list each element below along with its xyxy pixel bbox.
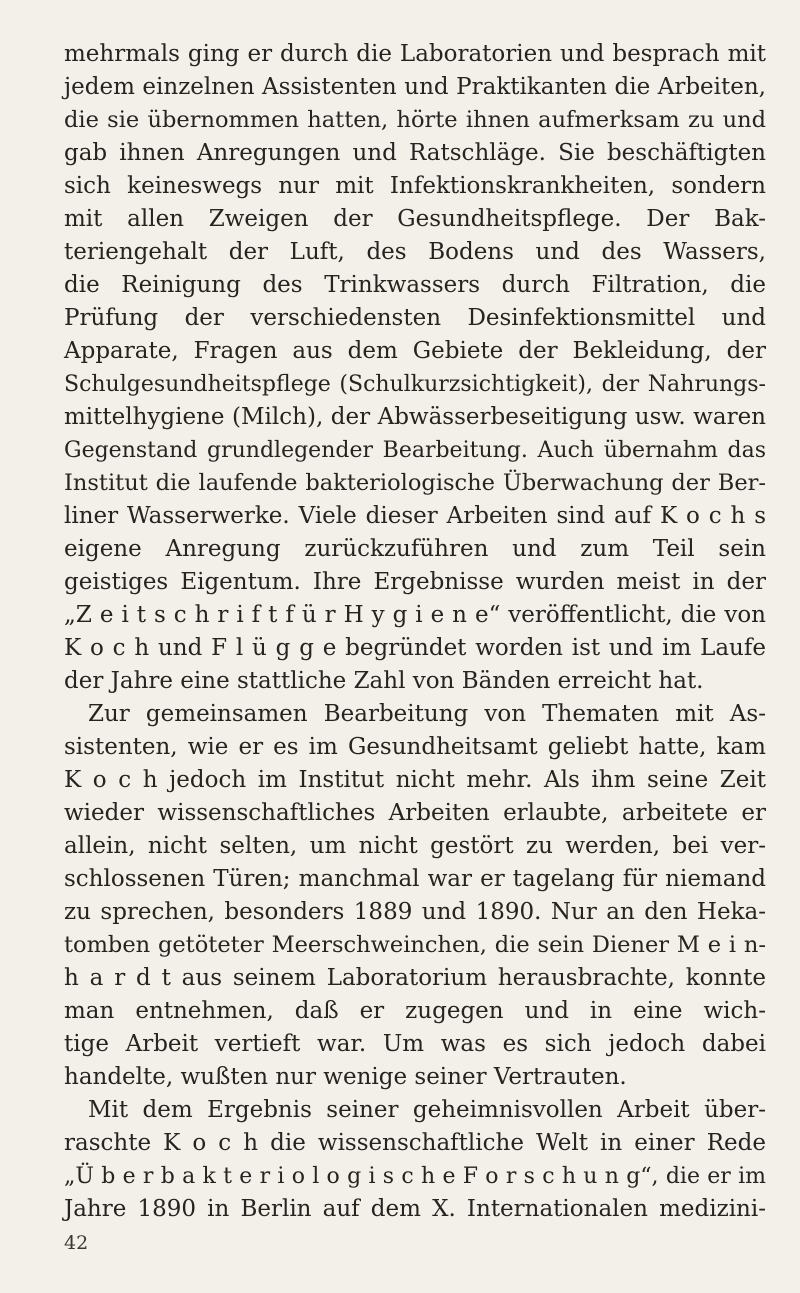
text-line: die sie übernommen hatten, hörte ihnen aufmerksam zu und bbox=[64, 107, 766, 133]
text-line: Institut die laufende bakteriologische Überwachung der Ber- bbox=[64, 470, 766, 496]
text-line: h a r d t aus seinem Laboratorium herausbrachte, konnte bbox=[64, 965, 766, 991]
text-line: mehrmals ging er durch die Laboratorien und besprach mit bbox=[64, 41, 766, 67]
text-line: Zur gemeinsamen Bearbeitung von Thematen mit As- bbox=[88, 701, 766, 727]
text-line: raschte K o c h die wissenschaftliche Welt in einer Rede bbox=[64, 1130, 766, 1156]
text-line: K o c h und F l ü g g e begründet worden ist und im Laufe bbox=[64, 635, 766, 661]
text-line: die Reinigung des Trinkwassers durch Filtration, die bbox=[64, 272, 766, 298]
text-line: man entnehmen, daß er zugegen und in eine wich- bbox=[64, 998, 766, 1024]
text-line: Apparate, Fragen aus dem Gebiete der Bekleidung, der bbox=[64, 338, 766, 364]
text-line: allein, nicht selten, um nicht gestört zu werden, bei ver- bbox=[64, 833, 766, 859]
text-line: sistenten, wie er es im Gesundheitsamt geliebt hatte, kam bbox=[64, 734, 766, 760]
text-line: eigene Anregung zurückzuführen und zum Teil sein bbox=[64, 536, 766, 562]
text-line: K o c h jedoch im Institut nicht mehr. Als ihm seine Zeit bbox=[64, 767, 766, 793]
page-number: 42 bbox=[64, 1232, 89, 1254]
text-line: „Z e i t s c h r i f t f ü r H y g i e n e“ veröffentlicht, die von bbox=[64, 602, 766, 628]
text-line: „Ü b e r b a k t e r i o l o g i s c h e F o r s c h u n g“, die er im bbox=[64, 1164, 766, 1189]
text-line: Gegenstand grundlegender Bearbeitung. Auch übernahm das bbox=[64, 438, 766, 463]
text-line: der Jahre eine stattliche Zahl von Bänden erreicht hat. bbox=[64, 668, 704, 694]
text-line: Schulgesundheitspflege (Schulkurzsichtigkeit), der Nahrungs- bbox=[64, 372, 766, 397]
text-line: liner Wasserwerke. Viele dieser Arbeiten sind auf K o c h s bbox=[64, 503, 766, 529]
text-line: geistiges Eigentum. Ihre Ergebnisse wurden meist in der bbox=[64, 569, 766, 595]
text-line: Prüfung der verschiedensten Desinfektionsmittel und bbox=[64, 305, 766, 331]
text-line: gab ihnen Anregungen und Ratschläge. Sie beschäftigten bbox=[64, 140, 766, 166]
text-line: schlossenen Türen; manchmal war er tagelang für niemand bbox=[64, 866, 766, 892]
text-line: wieder wissenschaftliches Arbeiten erlaubte, arbeitete er bbox=[64, 800, 766, 826]
text-line: teriengehalt der Luft, des Bodens und des Wassers, bbox=[64, 239, 766, 265]
text-line: mittelhygiene (Milch), der Abwässerbeseitigung usw. waren bbox=[64, 404, 766, 430]
text-line: Mit dem Ergebnis seiner geheimnisvollen Arbeit über- bbox=[88, 1097, 766, 1123]
text-line: Jahre 1890 in Berlin auf dem X. Internationalen medizini- bbox=[64, 1196, 766, 1222]
text-line: mit allen Zweigen der Gesundheitspflege. Der Bak- bbox=[64, 206, 766, 232]
text-line: zu sprechen, besonders 1889 und 1890. Nur an den Heka- bbox=[64, 899, 766, 925]
text-line: handelte, wußten nur wenige seiner Vertrauten. bbox=[64, 1064, 627, 1090]
text-line: tige Arbeit vertieft war. Um was es sich jedoch dabei bbox=[64, 1031, 766, 1057]
text-line: sich keineswegs nur mit Infektionskrankheiten, sondern bbox=[64, 173, 766, 199]
text-line: tomben getöteter Meerschweinchen, die sein Diener M e i n- bbox=[64, 932, 766, 958]
text-line: jedem einzelnen Assistenten und Praktikanten die Arbeiten, bbox=[64, 74, 766, 100]
